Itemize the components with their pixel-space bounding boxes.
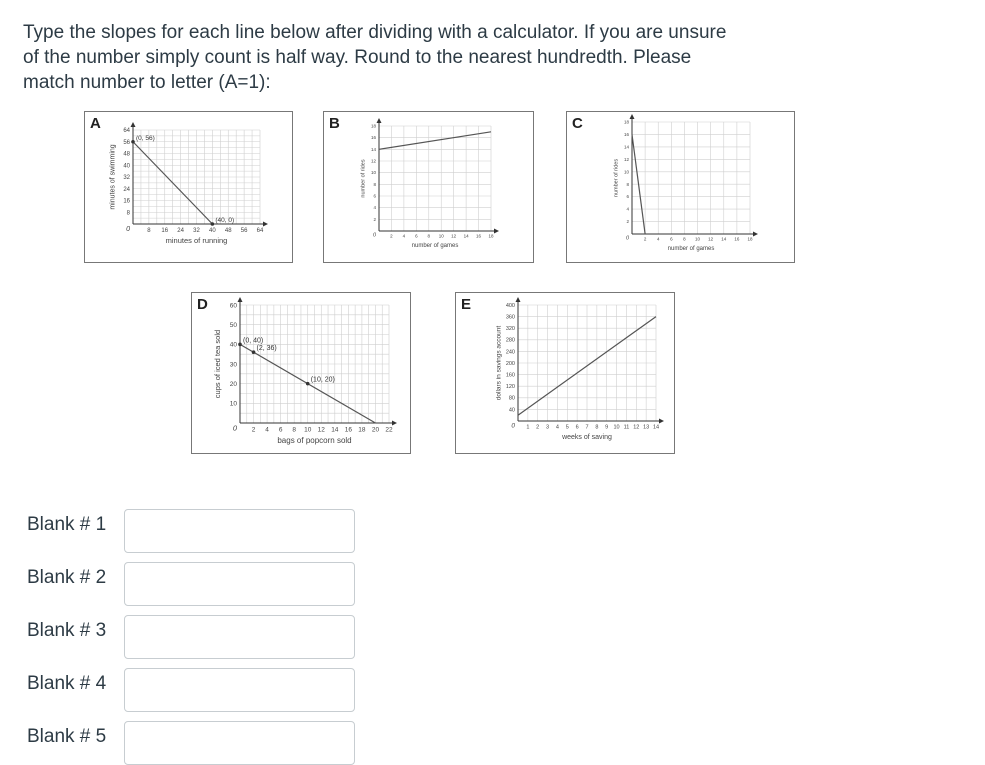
- y-tick-label: 40: [229, 341, 237, 349]
- x-tick-label: 5: [565, 424, 569, 431]
- blank-label-1: Blank # 1: [27, 514, 107, 535]
- data-point: [238, 343, 242, 347]
- data-point: [131, 140, 135, 144]
- question-line-3: match number to letter (A=1):: [23, 72, 271, 93]
- y-tick-label: 10: [370, 170, 376, 176]
- x-tick-label: 13: [643, 424, 650, 431]
- graph-c-svg: [567, 112, 794, 262]
- x-tick-label: 32: [193, 228, 200, 234]
- y-tick-label: 18: [370, 123, 376, 129]
- x-axis-arrow-icon: [392, 421, 397, 426]
- y-tick-label: 12: [370, 158, 376, 164]
- y-axis-label: dollars in savings account: [495, 325, 503, 401]
- y-axis-label: minutes of swimming: [109, 144, 117, 210]
- x-tick-label: 10: [438, 233, 444, 239]
- point-label: (10, 20): [310, 376, 335, 384]
- x-axis-label: weeks of saving: [562, 434, 612, 441]
- x-tick-label: 1: [526, 424, 530, 431]
- x-tick-label: 2: [643, 236, 647, 242]
- point-label: (2, 36): [256, 345, 277, 353]
- y-tick-label: 10: [623, 169, 629, 175]
- graph-letter: C: [572, 115, 583, 132]
- y-tick-label: 40: [508, 407, 515, 414]
- x-tick-label: 12: [633, 424, 640, 431]
- y-tick-label: 24: [123, 186, 130, 193]
- x-axis-arrow-icon: [753, 232, 758, 237]
- x-tick-label: 10: [613, 424, 620, 431]
- x-tick-label: 16: [161, 228, 169, 234]
- x-tick-label: 16: [734, 236, 740, 242]
- graph-letter: B: [329, 115, 340, 132]
- y-tick-label: 120: [505, 384, 515, 391]
- y-tick-label: 20: [229, 380, 237, 388]
- x-tick-label: 16: [344, 426, 352, 434]
- y-tick-label: 32: [123, 175, 130, 182]
- data-point: [252, 350, 256, 354]
- question-text: [23, 20, 843, 95]
- origin-label: 0: [511, 422, 515, 430]
- graph-panel-d: [191, 292, 411, 454]
- y-tick-label: 360: [505, 314, 515, 321]
- x-tick-label: 2: [536, 424, 540, 431]
- y-tick-label: 14: [623, 144, 629, 150]
- x-tick-label: 40: [209, 228, 216, 234]
- x-tick-label: 8: [147, 228, 151, 234]
- x-tick-label: 14: [721, 236, 727, 242]
- question-line-1: Type the slopes for each line below after dividing with a calculator. If you are unsure: [23, 22, 727, 43]
- x-tick-label: 12: [708, 236, 714, 242]
- graph-a-svg: [85, 112, 292, 262]
- x-tick-label: 14: [652, 424, 660, 431]
- x-axis-arrow-icon: [263, 222, 268, 227]
- blank-label-3: Blank # 3: [27, 620, 107, 641]
- y-tick-label: 60: [229, 302, 237, 310]
- x-tick-label: 8: [595, 424, 599, 431]
- x-tick-label: 10: [304, 426, 312, 434]
- point-label: (0, 40): [243, 337, 264, 345]
- y-tick-label: 14: [370, 146, 376, 152]
- blank-input-1[interactable]: [124, 509, 355, 553]
- data-point: [211, 222, 215, 226]
- y-tick-label: 56: [123, 139, 130, 146]
- point-label: (40, 0): [215, 217, 235, 224]
- graph-panel-e: [455, 292, 675, 454]
- x-axis-arrow-icon: [494, 229, 499, 234]
- x-tick-label: 9: [605, 424, 609, 431]
- x-tick-label: 20: [371, 426, 380, 434]
- y-axis-arrow-icon: [630, 114, 635, 119]
- blank-input-2[interactable]: [124, 562, 355, 606]
- y-tick-label: 4: [373, 205, 376, 211]
- y-tick-label: 10: [229, 400, 237, 408]
- x-tick-label: 11: [623, 424, 630, 431]
- x-tick-label: 10: [695, 236, 701, 242]
- point-label: (0, 56): [136, 134, 155, 142]
- y-axis-arrow-icon: [131, 122, 136, 127]
- x-tick-label: 6: [670, 236, 673, 242]
- x-tick-label: 4: [555, 424, 559, 431]
- origin-label: 0: [625, 235, 629, 242]
- y-tick-label: 16: [123, 198, 130, 205]
- graph-letter: D: [197, 296, 208, 313]
- y-tick-label: 80: [508, 395, 515, 402]
- y-tick-label: 6: [626, 194, 629, 200]
- blank-input-3[interactable]: [124, 615, 355, 659]
- y-tick-label: 6: [373, 193, 376, 199]
- origin-label: 0: [372, 232, 376, 239]
- x-axis-arrow-icon: [659, 419, 664, 424]
- y-tick-label: 240: [505, 349, 515, 356]
- x-tick-label: 8: [427, 233, 431, 239]
- x-tick-label: 14: [331, 426, 339, 434]
- y-tick-label: 8: [126, 210, 130, 217]
- x-tick-label: 22: [385, 426, 393, 434]
- x-tick-label: 4: [656, 236, 660, 242]
- y-tick-label: 280: [505, 337, 515, 344]
- x-tick-label: 12: [317, 426, 325, 434]
- y-tick-label: 4: [626, 206, 629, 212]
- y-axis-label: number of rides: [613, 158, 620, 198]
- y-tick-label: 8: [373, 181, 376, 187]
- x-tick-label: 18: [747, 236, 753, 242]
- x-tick-label: 6: [575, 424, 579, 431]
- question-line-2: of the number simply count is half way. Round to the nearest hundredth. Please: [23, 47, 692, 68]
- x-tick-label: 2: [251, 426, 256, 434]
- y-tick-label: 48: [123, 151, 130, 158]
- y-axis-arrow-icon: [238, 297, 243, 302]
- graph-b-svg: [324, 112, 533, 262]
- blank-input-4[interactable]: [124, 668, 355, 712]
- graph-letter: A: [90, 115, 101, 132]
- x-tick-label: 4: [265, 426, 269, 434]
- series-line: [379, 132, 491, 150]
- graph-letter: E: [461, 296, 472, 313]
- x-tick-label: 18: [358, 426, 366, 434]
- y-tick-label: 320: [505, 326, 515, 333]
- y-axis-label: number of rides: [360, 159, 367, 198]
- x-tick-label: 64: [256, 228, 264, 234]
- graph-d-svg: [192, 293, 410, 453]
- x-axis-label: number of games: [411, 243, 459, 249]
- x-axis-label: number of games: [667, 246, 715, 252]
- x-axis-label: bags of popcorn sold: [277, 436, 352, 445]
- x-tick-label: 4: [402, 233, 406, 239]
- blank-label-5: Blank # 5: [27, 726, 107, 747]
- blank-input-5[interactable]: [124, 721, 355, 765]
- x-tick-label: 3: [546, 424, 550, 431]
- blank-label-2: Blank # 2: [27, 567, 107, 588]
- x-tick-label: 24: [177, 228, 184, 234]
- x-tick-label: 6: [278, 426, 283, 434]
- y-axis-arrow-icon: [377, 118, 382, 123]
- blank-label-4: Blank # 4: [27, 673, 107, 694]
- data-point: [306, 382, 310, 386]
- y-tick-label: 40: [123, 163, 130, 170]
- y-tick-label: 8: [626, 181, 629, 187]
- y-tick-label: 2: [626, 219, 629, 225]
- y-tick-label: 160: [505, 372, 515, 379]
- x-tick-label: 6: [415, 233, 418, 239]
- x-tick-label: 18: [488, 233, 494, 239]
- origin-label: 0: [126, 226, 130, 233]
- x-tick-label: 2: [390, 233, 393, 239]
- x-tick-label: 8: [683, 236, 686, 242]
- graph-panel-c: [566, 111, 795, 263]
- x-tick-label: 56: [240, 228, 248, 234]
- y-tick-label: 18: [623, 119, 629, 125]
- x-tick-label: 48: [224, 228, 232, 234]
- y-tick-label: 400: [505, 302, 515, 309]
- y-tick-label: 200: [505, 360, 515, 367]
- y-tick-label: 64: [123, 128, 130, 135]
- y-tick-label: 16: [370, 135, 376, 141]
- y-tick-label: 12: [623, 156, 629, 162]
- y-axis-label: cups of iced tea sold: [213, 329, 223, 399]
- graph-panel-b: [323, 111, 534, 263]
- x-tick-label: 12: [451, 233, 457, 239]
- x-axis-label: minutes of running: [165, 236, 228, 245]
- y-axis-arrow-icon: [516, 297, 521, 302]
- graph-panel-a: [84, 111, 293, 263]
- origin-label: 0: [232, 423, 237, 433]
- x-tick-label: 8: [292, 426, 296, 434]
- y-tick-label: 50: [229, 321, 237, 329]
- y-tick-label: 2: [373, 216, 376, 222]
- y-tick-label: 16: [623, 132, 629, 138]
- x-tick-label: 14: [463, 233, 469, 239]
- y-tick-label: 30: [229, 361, 237, 369]
- x-tick-label: 7: [585, 424, 589, 431]
- graph-e-svg: [456, 293, 674, 453]
- x-tick-label: 16: [476, 233, 482, 239]
